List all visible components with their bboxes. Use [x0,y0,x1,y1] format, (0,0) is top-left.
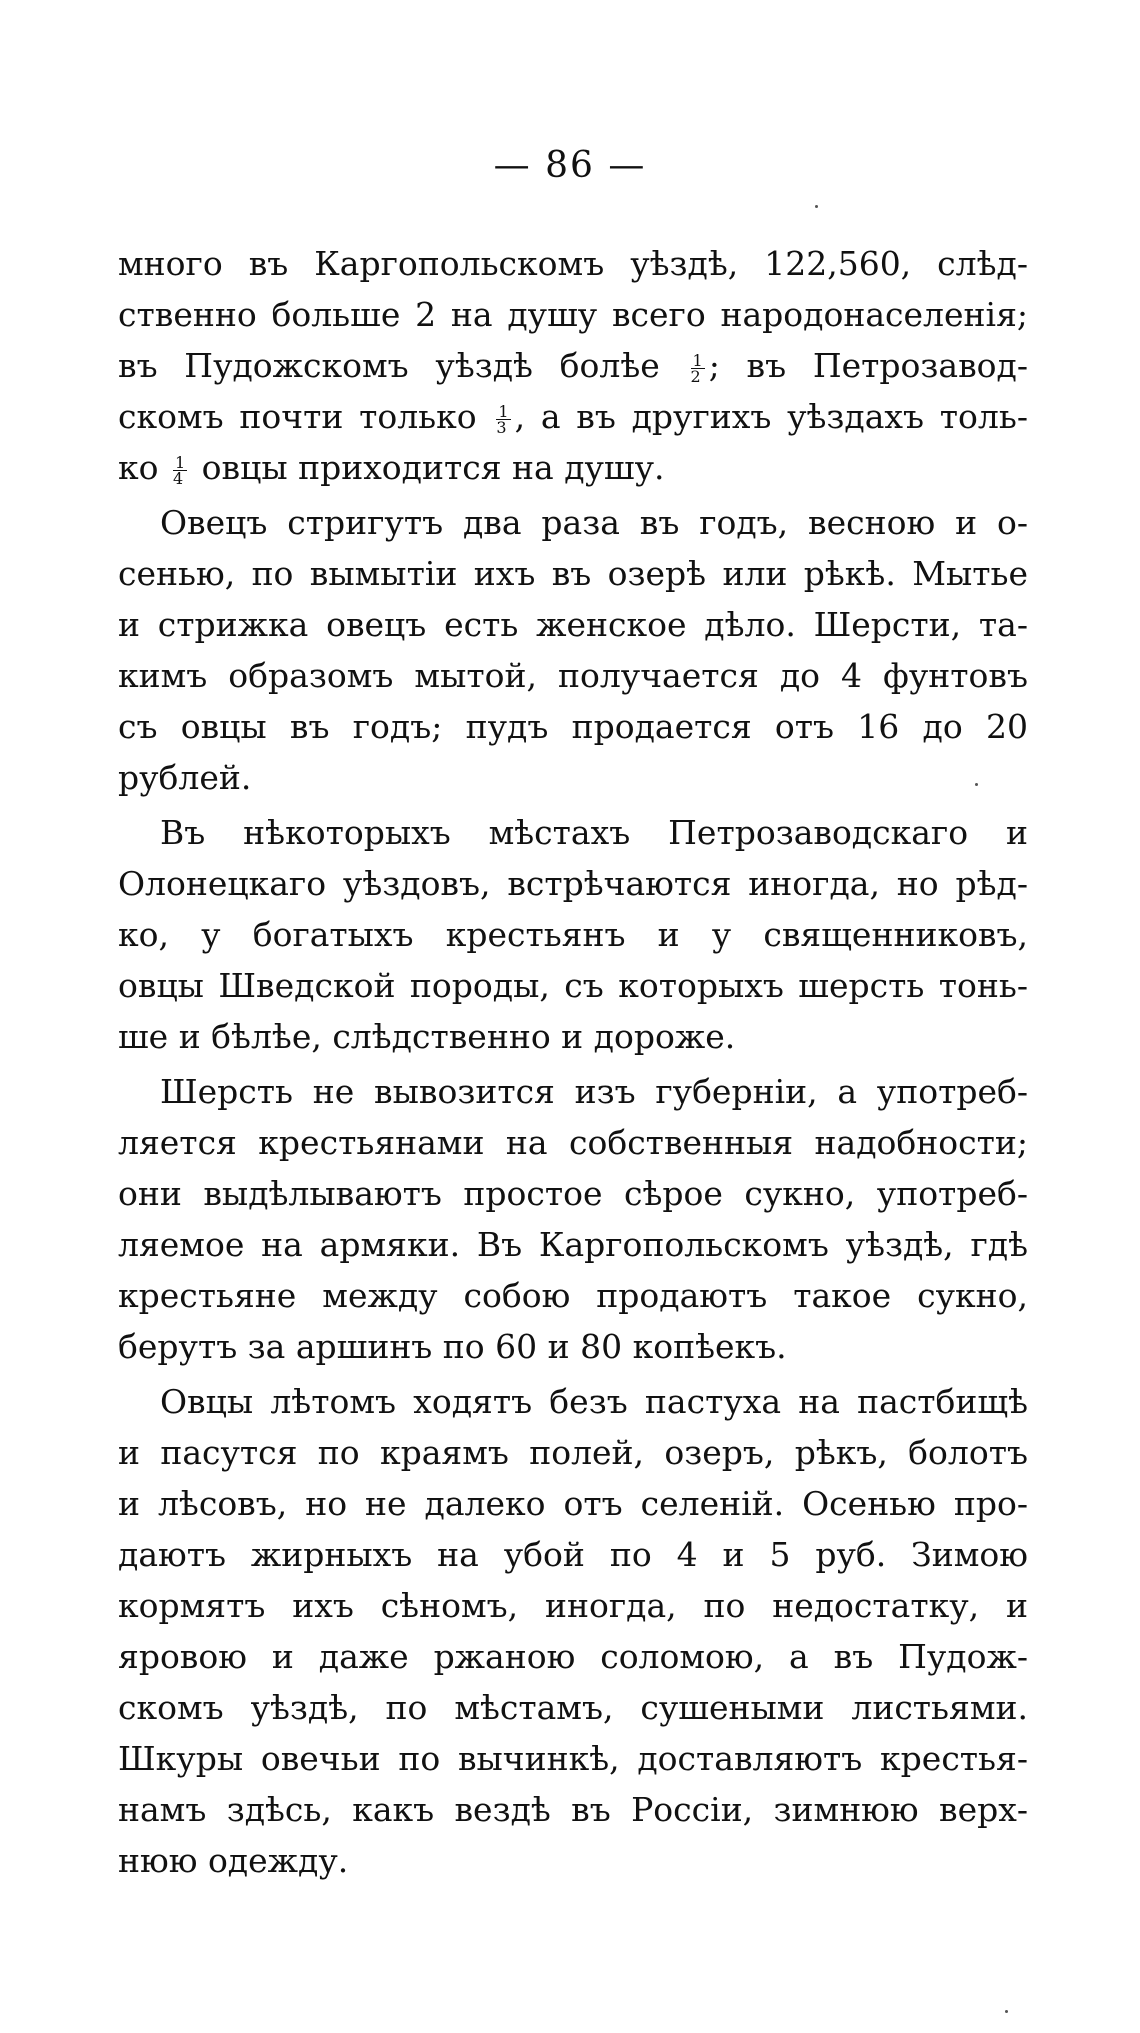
text-line: много въ Каргопольскомъ уѣздѣ, 122,560, слѣд- [118,244,1028,283]
text-line: кормятъ ихъ сѣномъ, иногда, по недостатку, и [118,1586,1028,1625]
text-line: съ овцы въ годъ; пудъ продается отъ 16 до 20 [118,707,1028,746]
text-segment: , а въ другихъ уѣздахъ толь- [514,397,1028,436]
text-line: ше и бѣлѣе, слѣдственно и дороже. [118,1017,736,1056]
text-line: Шерсть не вывозится изъ губерніи, а употреб- [160,1072,1028,1111]
text-line: рублей. [118,758,252,797]
text-line: они выдѣлываютъ простое сѣрое сукно, употреб- [118,1174,1028,1213]
text-line: ляется крестьянами на собственныя надобности; [118,1123,1028,1162]
text-line: нюю одежду. [118,1841,349,1880]
paragraph [118,238,1028,493]
fraction-denominator: 2 [690,366,701,386]
paragraph [118,497,1028,803]
text-line: даютъ жирныхъ на убой по 4 и 5 руб. Зимою [118,1535,1028,1574]
text-line: Олонецкаго уѣздовъ, встрѣчаются иногда, но рѣд- [118,864,1028,903]
text-line [118,442,1028,493]
text-line: Въ нѣкоторыхъ мѣстахъ Петрозаводскаго и [160,813,1028,852]
text-line: Шкуры овечьи по вычинкѣ, доставляютъ крестья- [118,1739,1028,1778]
text-segment: ко [118,448,169,487]
print-speck [1005,2010,1008,2013]
text-line: берутъ за аршинъ по 60 и 80 копѣекъ. [118,1327,787,1366]
text-line: Овецъ стригутъ два раза въ годъ, весною и о- [160,503,1028,542]
fraction-denominator: 3 [496,417,507,437]
text-line: намъ здѣсь, какъ вездѣ въ Россіи, зимнюю верх- [118,1790,1028,1829]
paragraph [118,1066,1028,1372]
text-line [118,340,1028,391]
paragraph [118,807,1028,1062]
text-line: скомъ уѣздѣ, по мѣстамъ, сушеными листьями. [118,1688,1028,1727]
fraction [496,401,510,437]
fraction-numerator: 1 [174,452,186,472]
text-line: яровою и даже ржаною соломою, а въ Пудож- [118,1637,1028,1676]
text-line: сенью, по вымытіи ихъ въ озерѣ или рѣкѣ. Мытье [118,554,1028,593]
paragraph [118,1376,1028,1886]
page-number: — 86 — [493,145,647,186]
text-line: и лѣсовъ, но не далеко отъ селеній. Осенью про- [118,1484,1028,1523]
fraction-numerator: 1 [498,401,509,421]
text-segment: ; въ Петрозавод- [708,346,1028,385]
text-line: овцы Шведской породы, съ которыхъ шерсть тонь- [118,966,1028,1005]
text-line: ко, у богатыхъ крестьянъ и у священниковъ, [118,915,1028,954]
fraction [172,452,187,488]
text-line: крестьяне между собою продаютъ такое сукно, [118,1276,1028,1315]
text-segment: овцы приходится на душу. [191,448,665,487]
text-segment: скомъ почти только [118,397,493,436]
text-line [118,391,1028,442]
text-line: ственно больше 2 на душу всего народонаселенія; [118,295,1028,334]
text-line: кимъ образомъ мытой, получается до 4 фунтовъ [118,656,1028,695]
text-segment: въ Пудожскомъ уѣздѣ болѣе [118,346,687,385]
text-line: и пасутся по краямъ полей, озеръ, рѣкъ, болотъ [118,1433,1028,1472]
fraction [690,350,705,386]
print-speck [975,783,978,786]
fraction-denominator: 4 [172,468,184,488]
fraction-numerator: 1 [692,350,703,370]
print-speck [815,205,818,208]
text-line: и стрижка овецъ есть женское дѣло. Шерсти, та- [118,605,1028,644]
text-line: ляемое на армяки. Въ Каргопольскомъ уѣздѣ, гдѣ [118,1225,1028,1264]
text-line: Овцы лѣтомъ ходятъ безъ пастуха на пастбищѣ [160,1382,1028,1421]
body-text [118,238,1028,1890]
